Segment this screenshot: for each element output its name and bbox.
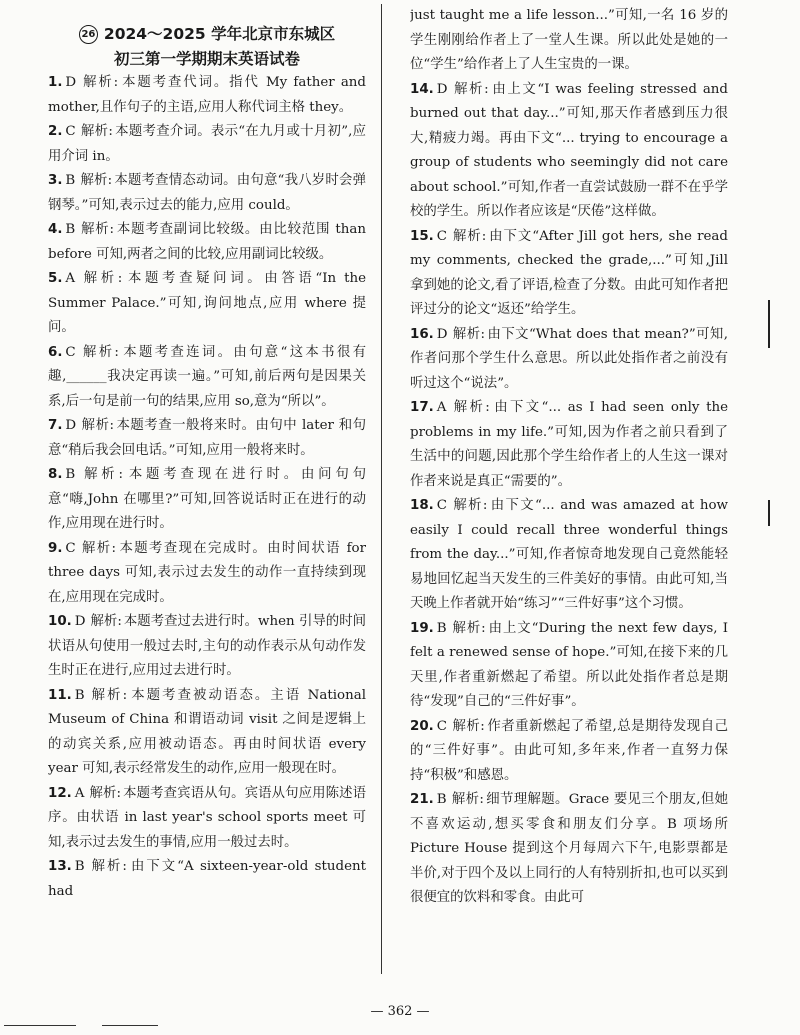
question-number: 17. <box>410 400 434 415</box>
question-number: 11. <box>48 687 72 703</box>
answer-item <box>48 341 366 415</box>
scan-edge-mark <box>768 500 770 526</box>
answer-item <box>48 855 366 904</box>
answer-item <box>410 617 728 715</box>
explanation-label: 解析: <box>451 400 490 415</box>
answer-letter: B <box>74 859 85 874</box>
question-number: 12. <box>48 785 72 801</box>
answer-item <box>48 71 366 120</box>
question-number: 2. <box>48 124 63 139</box>
explanation-text: 作者重新燃起了希望,总是期待发现自己的“三件好事”。由此可知,多年来,作者一直努力保持“积极”和感恩。 <box>410 718 728 783</box>
explanation-label: 解析: <box>90 614 122 629</box>
explanation-text: 由下文“After Jill got hers, she read my comments, checked the grade,...”可知,Jill 拿到她的论文,看了评语,检查了分数。由此可知作者把评过分的论文“返还”给学生。 <box>410 228 728 317</box>
answer-item <box>48 684 366 782</box>
answer-letter: A <box>74 785 85 801</box>
answer-letter: B <box>436 620 447 636</box>
explanation-label: 解析: <box>451 620 486 636</box>
explanation-text: 本题考查被动语态。主语 National Museum of China 和谓语动词 visit 之间是逻辑上的动宾关系,应用被动语态。再由时间状语 every year 可知,表示经常发生的动作,应用一般现在时。 <box>48 687 366 776</box>
title-line-1 <box>48 22 366 47</box>
question-number: 21. <box>410 792 434 807</box>
explanation-label: 解析: <box>80 124 113 139</box>
answer-letter: B <box>65 222 76 237</box>
answer-letter: D <box>436 81 448 97</box>
explanation-text: 由下文“A sixteen-year-old student had <box>48 859 366 899</box>
left-column <box>48 0 366 1022</box>
answer-item <box>48 463 366 537</box>
question-number: 13. <box>48 859 72 874</box>
answer-item <box>48 267 366 341</box>
question-number: 10. <box>48 614 72 629</box>
explanation-label: 解析: <box>80 222 115 237</box>
explanation-label: 解析: <box>80 271 123 286</box>
explanation-label: 解析: <box>451 792 484 807</box>
explanation-label: 解析: <box>451 718 485 734</box>
column-divider <box>381 4 382 974</box>
explanation-text: 本题考查现在进行时。由问句句意“嗨,John 在哪里?”可知,回答说话时正在进行的动作,应用现在进行时。 <box>48 467 366 531</box>
question-number: 1. <box>48 75 63 90</box>
explanation-label: 解析: <box>451 498 488 513</box>
explanation-label: 解析: <box>89 859 127 874</box>
question-number: 14. <box>410 81 434 97</box>
explanation-label: 解析: <box>451 228 487 244</box>
answer-letter: C <box>65 344 76 360</box>
explanation-label: 解析: <box>89 687 128 703</box>
question-number: 6. <box>48 344 63 360</box>
explanation-label: 解析: <box>80 540 117 556</box>
explanation-text: 由上文“I was feeling stressed and burned out that day...”可知,那天作者感到压力很大,精疲力竭。再由下文“... trying to encourage a group of students who seemingly did not care about school.”可知,作者一直尝试鼓励一群不在乎学校的学生。所以作者应该是“厌倦”这样做。 <box>410 81 728 219</box>
answer-letter: D <box>65 75 77 90</box>
answer-letter: D <box>436 326 448 342</box>
answer-item <box>48 414 366 463</box>
answer-item <box>410 494 728 617</box>
question-number: 8. <box>48 467 63 482</box>
explanation-label: 解析: <box>81 75 119 90</box>
explanation-text: 由下文“What does that mean?”可知,作者问那个学生什么意思。所以此处指作者之前没有听过这个“说法”。 <box>410 326 728 391</box>
scan-edge-mark <box>768 300 770 348</box>
answer-letter: C <box>65 124 76 139</box>
explanation-text: 由上文“During the next few days, I felt a renewed sense of hope.”可知,在接下来的几天里,作者重新燃起了希望。所以此处指作者总是期待“发现”自己的“三件好事”。 <box>410 620 728 709</box>
right-column <box>410 0 728 1004</box>
title-line-2: 初三第一学期期末英语试卷 <box>113 49 300 68</box>
answer-item <box>410 715 728 789</box>
answer-item <box>410 78 728 225</box>
question-number: 7. <box>48 418 63 433</box>
explanation-text: 由下文“... and was amazed at how easily I could recall three wonderful things from the day...”可知,作者惊奇地发现自己竟然能轻易地回忆起当天发生的三件美好的事情。由此可知,当天晚上作者就开始“练习”“三件好事”这个习惯。 <box>410 498 728 611</box>
answer-letter: B <box>74 687 85 703</box>
question-number: 3. <box>48 173 63 188</box>
answer-item <box>410 788 728 911</box>
answer-item <box>48 782 366 856</box>
explanation-text: 本题考查疑问词。由答语“In the Summer Palace.”可知,询问地点,应用 where 提问。 <box>48 271 366 335</box>
title-text-1: 2024～2025 学年北京市东城区 <box>103 25 336 43</box>
question-number: 15. <box>410 228 434 244</box>
question-number: 4. <box>48 222 63 237</box>
explanation-text: 本题考查现在完成时。由时间状语 for three days 可知,表示过去发生的动作一直持续到现在,应用现在完成时。 <box>48 540 366 605</box>
right-answer-list <box>410 78 728 911</box>
page-number: — 362 — <box>370 1004 430 1019</box>
explanation-text: 由下文“... as I had seen only the problems in my life.”可知,因为作者之前只看到了生活中的问题,因此那个学生给作者上的人生这一课对作者来说是真正“需要的”。 <box>410 400 728 489</box>
question-number: 16. <box>410 326 434 342</box>
explanation-label: 解析: <box>89 785 122 801</box>
answer-item <box>410 225 728 323</box>
answer-item <box>48 218 366 267</box>
explanation-text: 本题考查连词。由句意“这本书很有趣,______我决定再读一遍。”可知,前后两句是因果关系,后一句是前一句的结果,应用 so,意为“所以”。 <box>48 344 366 409</box>
explanation-text: 本题考查情态动词。由句意“我八岁时会弹钢琴。”可知,表示过去的能力,应用 could。 <box>48 173 366 213</box>
answer-letter: B <box>65 467 76 482</box>
answer-letter: C <box>65 540 76 556</box>
answer-letter: A <box>65 271 76 286</box>
answer-letter: D <box>65 418 77 433</box>
explanation-text: 本题考查过去进行时。when 引导的时间状语从句使用一般过去时,主句的动作表示从句动作发生时正在进行,应用过去进行时。 <box>48 614 366 678</box>
exam-title <box>48 22 366 71</box>
answer-item <box>48 610 366 684</box>
answer-item <box>410 323 728 397</box>
question-number: 5. <box>48 271 63 286</box>
question-number: 19. <box>410 620 434 636</box>
explanation-label: 解析: <box>81 418 114 433</box>
explanation-text: 本题考查代词。指代 My father and mother,且作句子的主语,应用人称代词主格 they。 <box>48 75 366 115</box>
explanation-label: 解析: <box>80 344 119 360</box>
bottom-rule <box>4 1025 76 1026</box>
answer-letter: C <box>436 228 447 244</box>
explanation-label: 解析: <box>80 467 124 482</box>
answer-item <box>48 537 366 611</box>
answer-letter: C <box>436 498 447 513</box>
explanation-text: 本题考查宾语从句。宾语从句应用陈述语序。由状语 in last year's school sports meet 可知,表示过去发生的事情,应用一般过去时。 <box>48 785 366 850</box>
bottom-rule <box>102 1025 158 1026</box>
explanation-label: 解析: <box>80 173 113 188</box>
answer-letter: D <box>74 614 86 629</box>
explanation-label: 解析: <box>452 326 486 342</box>
answer-letter: B <box>436 792 447 807</box>
answer-letter: A <box>436 400 447 415</box>
question-number: 18. <box>410 498 434 513</box>
explanation-text: 本题考查副词比较级。由比较范围 than before 可知,两者之间的比较,应用副词比较级。 <box>48 222 366 262</box>
explanation-text: 本题考查一般将来时。由句中 later 和句意“稍后我会回电话。”可知,应用一般将来时。 <box>48 418 366 458</box>
answer-item <box>410 396 728 494</box>
explanation-label: 解析: <box>452 81 489 97</box>
answer-item <box>48 169 366 218</box>
explanation-text: 细节理解题。Grace 要见三个朋友,但她不喜欢运动,想买零食和朋友们分享。B 项场所 Picture House 提到这个月每周六下午,电影票都是半价,对于四个及以上同行的人有特别折扣,也可以买到很便宜的饮料和零食。由此可 <box>410 792 728 905</box>
question-number: 9. <box>48 540 63 556</box>
question-number: 20. <box>410 718 434 734</box>
continued-explanation: just taught me a life lesson...”可知,一名 16 岁的学生刚刚给作者上了一堂人生课。所以此处是她的一位“学生”给作者上了人生宝贵的一课。 <box>410 8 728 72</box>
answer-letter: C <box>436 718 447 734</box>
left-answer-list <box>48 71 366 904</box>
answer-item <box>48 120 366 169</box>
answer-letter: B <box>65 173 76 188</box>
section-number-badge: 26 <box>79 25 98 44</box>
explanation-text: 本题考查介词。表示“在九月或十月初”,应用介词 in。 <box>48 124 366 164</box>
